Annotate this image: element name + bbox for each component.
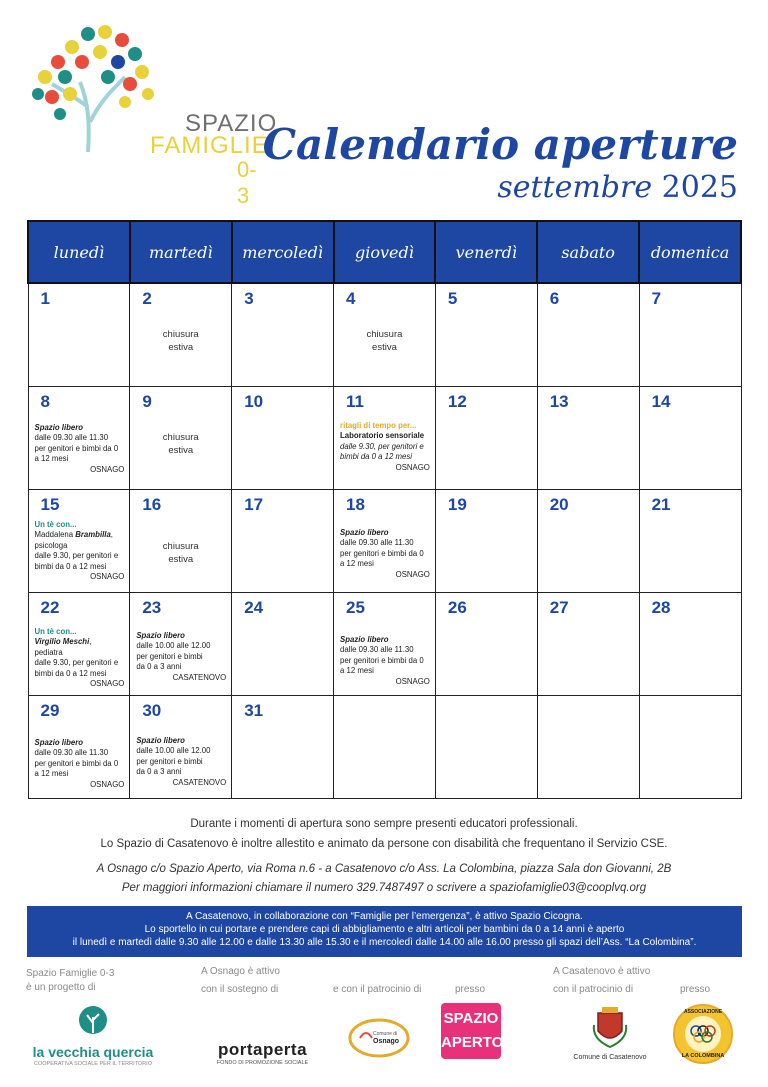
weekday-header: lunedì	[28, 221, 130, 283]
day-number: 19	[447, 494, 467, 514]
event-spazio-libero: Spazio libero dalle 09.30 alle 11.30 per genitori e bimbi da 0 a 12 mesi OSNAGO	[340, 634, 430, 686]
calendar-week	[28, 695, 741, 798]
day-cell	[130, 592, 232, 695]
tree-icon	[78, 1005, 108, 1037]
day-cell	[232, 283, 334, 386]
day-number: 9	[142, 391, 152, 411]
spazio-cicogna-banner: A Casatenovo, in collaborazione con “Famiglie per l’emergenza”, è attivo Spazio Cicogna. Lo sportello in cui portare e prendere capi di abbigliamento e altri articoli per bambini da 0 a 14 anni è aperto il lunedì e martedì dalle 9.30 alle 12.00 e dalle 13.30 alle 15.30 e il mercoledì dalle 14.00 alle 16.00 presso gli spazi dell’Ass. “La Colombina”.	[27, 906, 742, 957]
info-contacts: Per maggiori informazioni chiamare il numero 329.7487497 o scrivere a spaziofamiglie03@cooplvq.org	[121, 882, 647, 894]
weekday-header: martedì	[130, 221, 232, 283]
day-number: 15	[40, 494, 60, 514]
day-cell	[639, 592, 741, 695]
info-educators: Durante i momenti di apertura sono sempre presenti educatori professionali.	[190, 818, 578, 830]
day-cell	[232, 386, 334, 489]
day-cell	[435, 489, 537, 592]
day-cell	[334, 695, 436, 798]
spazio-famiglie-logo	[30, 22, 278, 208]
day-cell	[232, 695, 334, 798]
day-cell	[435, 386, 537, 489]
day-number: 10	[244, 391, 264, 411]
event-spazio-libero: Spazio libero dalle 10.00 alle 12.00 per genitori e bimbi da 0 a 3 anni CASATENOVO	[136, 630, 227, 682]
day-cell	[130, 283, 232, 386]
day-number: 27	[549, 597, 569, 617]
day-number: 12	[447, 391, 467, 411]
page-title: Calendario aperture	[262, 120, 738, 169]
day-number: 31	[244, 700, 264, 720]
day-number: 13	[549, 391, 569, 411]
day-cell	[639, 489, 741, 592]
day-number: 22	[40, 597, 60, 617]
day-cell	[28, 695, 130, 798]
day-cell	[28, 489, 130, 592]
day-number: 2	[142, 289, 152, 308]
logo-text-age: 0-3	[237, 157, 257, 208]
page-subtitle	[497, 170, 738, 205]
day-cell	[334, 386, 436, 489]
footer-casatenovo-label: A Casatenovo è attivo con il patrocinio di	[553, 966, 651, 995]
day-cell	[435, 695, 537, 798]
day-number: 1	[40, 289, 50, 308]
weekday-header: sabato	[537, 221, 639, 283]
day-cell	[639, 283, 741, 386]
info-addresses: A Osnago c/o Spazio Aperto, via Roma n.6 - a Casatenovo c/o Ass. La Colombina, piazza Sala don Giovanni, 2B	[96, 863, 672, 875]
day-cell	[537, 592, 639, 695]
day-cell	[130, 489, 232, 592]
footer-presso-label-2: presso	[680, 984, 711, 995]
footer-project-label: Spazio Famiglie 0-3 è un progetto di	[26, 968, 115, 993]
logo-text-famiglie: FAMIGLIE	[150, 132, 269, 159]
day-number: 4	[346, 289, 356, 308]
footer-patrocinio-label: e con il patrocinio di	[333, 984, 422, 995]
day-cell	[537, 695, 639, 798]
event-spazio-libero: Spazio libero dalle 09.30 alle 11.30 per genitori e bimbi da 0 a 12 mesi OSNAGO	[340, 527, 430, 579]
day-number: 28	[651, 597, 671, 617]
day-cell	[232, 592, 334, 695]
weekday-header: giovedì	[334, 221, 436, 283]
day-cell	[28, 592, 130, 695]
day-number: 24	[244, 597, 264, 617]
la-colombina-logo: ASSOCIAZIONE LA COLOMBINA	[672, 1003, 734, 1065]
comune-osnago-logo: Comune di Osnago	[348, 1018, 410, 1058]
day-number: 25	[346, 597, 365, 617]
footer-osnago-label: A Osnago è attivo con il sostegno di	[201, 966, 280, 995]
closed-note: chiusura estiva	[162, 329, 199, 353]
day-cell	[28, 386, 130, 489]
portaperta-logo: portaperta FONDO DI PROMOZIONE SOCIALE	[216, 1040, 309, 1066]
weekday-header-row	[28, 221, 741, 283]
calendar-table	[27, 220, 742, 799]
day-number: 5	[447, 289, 458, 308]
day-number: 8	[40, 391, 50, 411]
subtitle-month: settembre	[497, 170, 653, 205]
day-number: 20	[549, 494, 569, 514]
day-number: 23	[142, 597, 162, 617]
calendar-week	[28, 592, 741, 695]
day-cell	[28, 283, 130, 386]
day-number: 30	[142, 700, 162, 720]
day-cell	[232, 489, 334, 592]
event-spazio-libero: Spazio libero dalle 09.30 alle 11.30 per genitori e bimbi da 0 a 12 mesi OSNAGO	[34, 737, 125, 789]
day-cell	[130, 695, 232, 798]
day-number: 7	[651, 289, 662, 308]
day-cell	[130, 386, 232, 489]
event-un-te-con: Un tè con... Virgilio Meschi, pediatra dalle 9.30, per genitori e bimbi da 0 a 12 mesi OSNAGO	[34, 626, 125, 688]
closed-note: chiusura estiva	[366, 329, 403, 353]
comune-casatenovo-logo: Comune di Casatenovo	[560, 1005, 660, 1061]
day-cell	[435, 283, 537, 386]
day-cell	[537, 283, 639, 386]
day-cell	[537, 489, 639, 592]
day-cell	[537, 386, 639, 489]
event-spazio-libero: Spazio libero dalle 10.00 alle 12.00 per genitori e bimbi da 0 a 3 anni CASATENOVO	[136, 735, 227, 787]
logo-text-spazio: SPAZIO	[185, 110, 278, 137]
calendar-week	[28, 386, 741, 489]
day-number: 14	[651, 391, 671, 411]
event-un-te-con: Un tè con... Maddalena Brambilla, psicologa dalle 9.30, per genitori e bimbi da 0 a 12 mesi OSNAGO	[34, 519, 125, 581]
calendar-week	[28, 489, 741, 592]
tree-hands-icon	[30, 22, 160, 157]
day-number: 17	[244, 494, 264, 514]
calendar-week	[28, 283, 741, 386]
closed-note: chiusura estiva	[162, 431, 199, 456]
day-cell	[435, 592, 537, 695]
day-number: 11	[346, 391, 365, 411]
day-cell	[334, 283, 436, 386]
weekday-header: domenica	[639, 221, 741, 283]
weekday-header: venerdì	[435, 221, 537, 283]
subtitle-year: 2025	[661, 170, 738, 205]
day-cell	[639, 386, 741, 489]
day-number: 29	[40, 700, 60, 720]
day-number: 3	[244, 289, 254, 308]
info-cse: Lo Spazio di Casatenovo è inoltre allestito e animato da persone con disabilità che frequentano il Servizio CSE.	[100, 838, 668, 850]
day-number: 6	[549, 289, 560, 308]
closed-note: chiusura estiva	[162, 540, 199, 565]
event-laboratorio: ritagli di tempo per... Laboratorio sensoriale dalle 9.30, per genitori e bimbi da 0 a 12 mesi OSNAGO	[340, 420, 430, 472]
day-number: 21	[651, 494, 671, 514]
casatenovo-crest-icon	[590, 1005, 630, 1049]
day-cell	[334, 592, 436, 695]
spazio-aperto-logo: SPAZIO APERTO	[441, 1003, 501, 1059]
day-number: 18	[346, 494, 365, 514]
event-spazio-libero: Spazio libero dalle 09.30 alle 11.30 per genitori e bimbi da 0 a 12 mesi OSNAGO	[34, 422, 125, 474]
la-vecchia-quercia-logo: la vecchia quercia COOPERATIVA SOCIALE PER IL TERRITORIO	[28, 1005, 158, 1067]
day-number: 16	[142, 494, 162, 514]
footer-presso-label: presso	[455, 984, 486, 995]
day-number: 26	[447, 597, 467, 617]
day-cell	[334, 489, 436, 592]
day-cell	[639, 695, 741, 798]
weekday-header: mercoledì	[232, 221, 334, 283]
